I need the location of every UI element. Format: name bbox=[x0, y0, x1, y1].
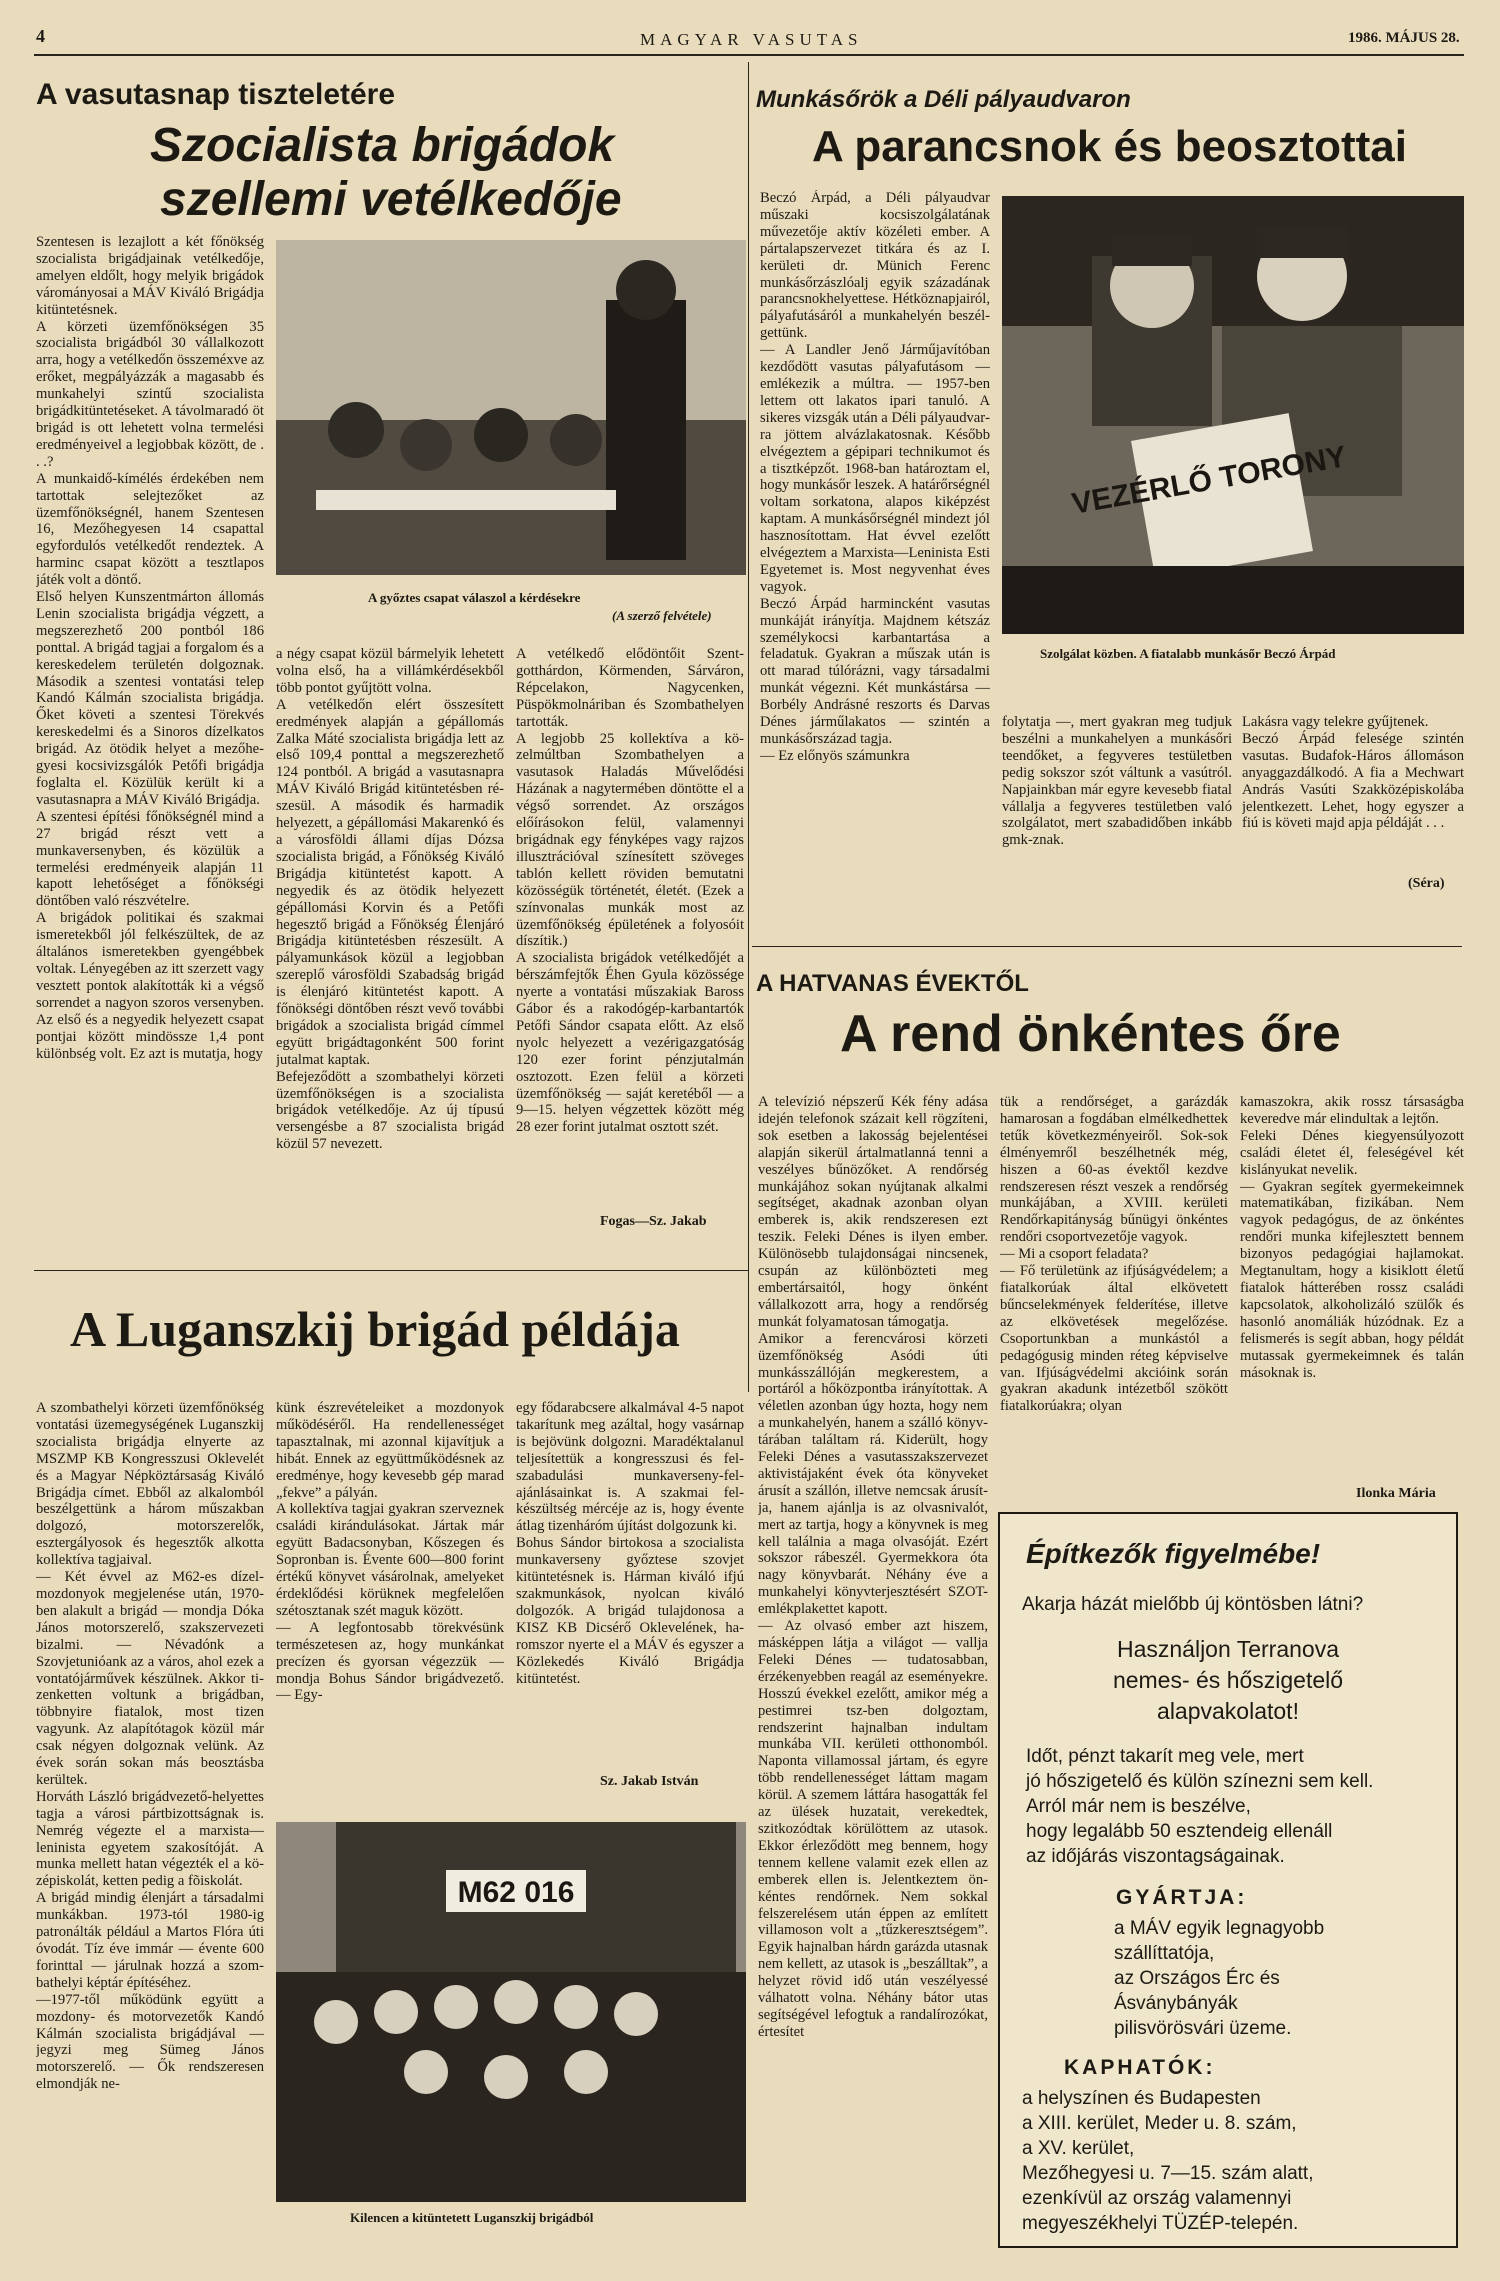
page-number: 4 bbox=[36, 26, 45, 46]
article4-signature: Sz. Jakab István bbox=[600, 1774, 699, 1789]
article2-title: A parancsnok és beosztottai bbox=[812, 122, 1407, 171]
ad-sales bbox=[1022, 2086, 1313, 2236]
ad-pitch bbox=[1026, 1744, 1373, 1869]
ad-sales-line1: a helyszínen és Budapesten bbox=[1022, 2088, 1261, 2109]
article1-photo-credit: (A szerző felvétele) bbox=[612, 608, 712, 623]
ad-pitch-line2: jó hőszigetelő és külön színezni sem kell. bbox=[1026, 1771, 1374, 1792]
section-divider-left bbox=[34, 1270, 748, 1271]
article1-kicker: A vasutasnap tiszteletére bbox=[36, 78, 396, 111]
ad-maker-line4: Ásványbányák bbox=[1114, 1993, 1238, 2014]
guards-control-tower-illustration bbox=[1002, 196, 1464, 634]
ad-headline: Építkezők figyelmébe! bbox=[1026, 1538, 1321, 1569]
ad-sales-line5: ezenkívül az ország valamennyi bbox=[1022, 2188, 1292, 2209]
article2-photo bbox=[1002, 196, 1464, 634]
issue-date: 1986. MÁJUS 28. bbox=[1348, 30, 1460, 46]
quiz-team-illustration bbox=[276, 240, 746, 575]
column-divider bbox=[748, 62, 749, 1392]
article4-title: A Luganszkij brigád példája bbox=[70, 1301, 680, 1357]
article4-photo-caption: Kilencen a kitüntetett Luganszkij brigádból bbox=[350, 2210, 594, 2225]
section-divider-right bbox=[752, 946, 1462, 947]
article4-col3: egy fődarabcsere alkalmával 4-5 napot takarítunk meg azáltal, hogy vasárnap is bejövünk dolgozni. Maradéktalanul teljesítettük a kongresszusi és felszabadulási munkaverseny-felajánlásainkat is. A szakmai felkészültség mércéje az is, hogy évente átlag tizenháróm újítást dolgozunk ki. Bohus Sándor birtokosa a szocialista munkaverseny győztese szovjet kitüntetésnek is. Hárman kiváló ifjú szakmunkások, nyolcan kiváló dolgozók. A brigád tulajdonosa a KISZ KB Dicsérő Oklevelének, haromszor nyerte el a MÁV és egyszer a Közlekedés Kiváló Brigádja kitüntetést. bbox=[516, 1400, 744, 1687]
ad-sales-line4: Mezőhegyesi u. 7—15. szám alatt, bbox=[1022, 2163, 1314, 2184]
article2-col-right: Lakásra vagy telekre gyűjtenek. Beczó Árpád felesége szintén vasutas. Budafok-Háros állomáson anyaggazdálkodó. A fia a Mechwart András Vasúti Szakközépiskolába jelentkezett. Lehet, hogy egyszer a fiú is követi majd apja példáját . . . bbox=[1242, 714, 1464, 832]
ad-maker-line3: az Országos Érc és bbox=[1114, 1968, 1280, 1989]
article3-kicker: A HATVANAS ÉVEKTŐL bbox=[756, 970, 1029, 997]
article1-signature: Fogas—Sz. Jakab bbox=[600, 1214, 707, 1229]
article2-signature: (Séra) bbox=[1408, 876, 1445, 891]
article1-photo bbox=[276, 240, 746, 575]
ad-sales-line3: a XV. kerület, bbox=[1022, 2138, 1135, 2159]
ad-offer-line3: alapvakolatot! bbox=[1157, 1698, 1299, 1724]
ad-maker-line2: szállíttatója, bbox=[1114, 1943, 1215, 1964]
ad-pitch-line5: az időjárás viszontagságainak. bbox=[1026, 1846, 1285, 1867]
ad-pitch-line3: Arról már nem is beszélve, bbox=[1026, 1796, 1251, 1817]
newspaper-name: MAGYAR VASUTAS bbox=[640, 30, 863, 49]
article3-signature: Ilonka Mária bbox=[1356, 1486, 1436, 1501]
article1-col2: a négy csapat közül bármelyik lehetett volna első, ha a villámkérdésekből több pontot gyűjtött volna. A vetélkedőn elért összesített eredmények alapján a gépállomás Zalka Máté szocialista brigádja lett az első 109,4 ponttal a megszerezhető 124 pontból. A brigád a vasutasnapra MÁV Kiváló Brigád kitüntetésben részesül. A második és harmadik helyezett, a gépállomási Makarenkó és a városföldi állami díjas Dózsa szocialista brigád, a Főnökség Kiváló Brigádja kitüntetést kapott. A negyedik és az ötödik helyezett gépállomási Korvin és a Petőfi hegesztő brigád a Főnökség Élenjáró Brigádja kitüntetésben részesült. A pályamunkások közül a legjobban szereplő városföldi Szabadság brigád is élenjáró kitüntetést kapott. A főnökségi döntőben részt vevő további brigádok a szocialista brigád címmel együtt brigádtagonként 500 forint jutalmat kaptak. Befejeződött a szombathelyi körzeti üzemfőnökségen is a szocialista brigádok vetélkedője. Az új típusú versengésbe a 87 szocialista brigád közül 57 nevezett. bbox=[276, 646, 504, 1153]
article1-col1: Szentesen is lezajlott a két főnökség szocialista brigádjainak vetélkedője, amelyen eldőlt, hogy melyik brigádok várományosai a MÁV Kiváló Brigádja kitüntetésnek. A körzeti üzemfőnökségen 35 szocialista brigádból 30 vállalkozott arra, hogy a vetélkedőn összeméxve az erőket, megpályázzák a magasabb és munkahelyi szintű szocialista brigádkitüntetéseket. A távolmaradó öt brigád is ott lehetett volna termelési eredményeivel a legjobbak között, de . . .? A munkaidő-kímélés érdekében nem tartottak selejtezőket az üzemfőnökségnél, hanem Szentesen 16, Mezőhegyesen 14 csapattal egyfordulós vetélkedőt rendeztek. A harminc csapat között a tesztlapos játék volt a döntő. Első helyen Kunszentmárton állomás Lenin szocialista brigádja végzett, a megszerezhető 200 pontból 186 ponttal. A brigád tagjai a forgalom és a kereskedelem területén dolgoznak. Második a szentesi vontatási telep Kandó Kálmán szocialista brigádja. Őket követi a szentesi Törekvés kereskedelmi és a Sinoros dízelkatos brigád. Az ötödik helyet a mezőhegyesi kocsivizsgálók Petőfi brigádja foglalta el. Közülük került ki a vasutasnapra a MÁV Kiváló Brigádja. A szentesi építési főnökségnél mind a 27 brigád részt vett a munkaversenyben, és közülük a termelési eredményeik alapján 11 kapott lehetőséget a főnökségi döntőben való részvételre. A brigádok politikai és szakmai ismeretekből jól felkészültek, de az általános ismeretekben gyengébbek voltak. Lényegében az itt szerzett vagy vesztett pontok alakították ki a végső sorrendet a nagyon szoros versenyben. Az első és a negyedik helyezett csapat pontjai között mindössze 1,4 pont különbség volt. Ez azt is mutatja, hogy bbox=[36, 234, 264, 1062]
ad-maker bbox=[1114, 1916, 1324, 2041]
brigade-locomotive-illustration bbox=[276, 1822, 746, 2202]
article2-photo-caption: Szolgálat közben. A fiatalabb munkásőr Beczó Árpád bbox=[1040, 646, 1336, 661]
terranova-ad bbox=[998, 1512, 1458, 2248]
article2-col-mid: folytatja —, mert gyakran meg tudjuk beszélni a munkahelyen a munkásőri teendőket, a fegyveres testületben pedig sokszor szót váltunk a vasútról. Napjainkban már egyre kevesebb fiatal vállalja a fegyveres testületben való szolgálatot, mert szabadidőben inkább gmk-znak. bbox=[1002, 714, 1232, 849]
ad-sales-heading: KAPHATÓK: bbox=[1064, 2056, 1216, 2079]
ad-maker-line5: pilisvörösvári üzeme. bbox=[1114, 2018, 1292, 2039]
control-tower-sign: VEZÉRLŐ TORONY bbox=[1069, 440, 1349, 521]
article3-col2: tük a rendőrséget, a garázdák hamarosan a fogdában elmélkedhettek tetűk következményeiről. Sok-sok élményemről beszélhetnék még, hiszen a 60-as évektől kezdve rendszeresen részt veszek a rendőrség munkájában, a XVIII. kerületi Rendőrkapitányság bűnügyi önkéntes rendőri csoportvezetője vagyok. — Mi a csoport feladata? — Fő területünk az ifjúságvédelem; a fiatalkorúak által elkövetett bűncselekmények felderítése, illetve az elkövetések megelőzése. Csoportunkban a munkástól a pedagógusig minden réteg képviselve van. Ifjúságvédelmi akcióink során gyakran akadunk intézetből szökött fiatalkorúakra; olyan bbox=[1000, 1094, 1228, 1415]
ad-pitch-line1: Időt, pénzt takarít meg vele, mert bbox=[1026, 1746, 1304, 1767]
article2-col-left: Beczó Árpád, a Déli pályaudvar műszaki kocsiszolgálatának művezetője aktív közéleti ember. A pártalapszervezet titkára és az I. kerületi dr. Münich Ferenc munkásőrzászlóalj egyik századának parancsnokhelyettese. Hétköznapjairól, pályafutásáról a munkahelyén beszélgettünk. — A Landler Jenő Járműjavítóban kezdődött vasutas pályafutásom — emlékezik a múltra. — 1957-ben lettem ott lakatos ipari tanuló. A sikeres vizsgák után a Déli pályaudvarra jöttem alvázlakatosnak. Később elvégeztem a gépipari technikumot és a tisztképzőt. 1968-ban határoztam el, hogy munkásőr leszek. A határőrségnél voltam sorkatona, alapos kiképzést kaptam. A munkásőrségnél mindezt jól hasznosítottam. Hat évvel ezelőtt elvégeztem a Marxista—Leninista Esti Egyetemet is. Most negyvenhat éves vagyok. Beczó Árpád harmincként vasutas munkáját irányítja. Majdnem kétszáz személykocsi karbantartása a feladatuk. Gyakran a műszak után is ott marad túlórázni, vagy társadalmi munkát végezni. Két munkástársa — Borbély Andrásné reszorts és Darvas Dénes járműlakatos — szintén a munkásőrszázad tagja. — Ez előnyös számunkra bbox=[760, 190, 990, 764]
article4-col2: künk észrevételeiket a mozdonyok működéséről. Ha rendellenességet tapasztalnak, mi azonnal kijavítjuk a hibát. Ennek az együttműködésnek az eredménye, hogy kevesebb gép marad „fekve” a pályán. A kollektíva tagjai gyakran szerveznek családi kirándulásokat. Jártak már együtt Badacsonyban, Kőszegen és Sopronban is. Évente 600—800 forint értékű könyvet vásárolnak, amelyeket érdeklődési körüknek megfelelően szétosztanak szét maguk között. — A legfontosabb törekvésünk természetesen az, hogy munkánkat precízen és gyorsan végezzük — mondja Bohus Sándor brigádvezető. — Egy- bbox=[276, 1400, 504, 1704]
article1-photo-caption: A győztes csapat válaszol a kérdésekre bbox=[368, 590, 581, 605]
locomotive-number: M62 016 bbox=[457, 1876, 575, 1909]
article3-title: A rend önkéntes őre bbox=[840, 1005, 1341, 1063]
ad-maker-line1: a MÁV egyik legnagyobb bbox=[1114, 1918, 1325, 1939]
article3-col3: kamaszokra, akik rossz társaságba keveredve már elindultak a lejtőn. Feleki Dénes kiegyensúlyozott családi életet él, feleségével két kislányukat nevelik. — Gyakran segítek gyermekeimnek matematikában, fizikában. Nem vagyok pedagógus, de az önkéntes rendőri munka kifejlesztett bennem bizonyos pedagógiai hajlamokat. Megtanultam, hogy a kisiklott életű fiatalok hátterében rossz családi kapcsolatok, alkoholizáló szülők és hasonló anomáliák húzódnak. Ez a felismerés is segít abban, hogy példát mutassak gyermekeimnek és talán másoknak is. bbox=[1240, 1094, 1464, 1381]
article4-col1: A szombathelyi körzeti üzemfőnökség vontatási üzemegységének Luganszkij szocialista brigádja elnyerte az MSZMP KB Kongresszusi Oklevelét és a Magyar Népköztársaság Kiváló Brigádja címet. Ebből az alkalomból beszélgettünk a három műszakban dolgozó, motorszerelők, esztergályosok és hegesztők alkotta kollektíva tagjaival. — Két évvel az M62-es dízelmozdonyok megjelenése után, 1970-ben alakult a brigád — mondja Dóka János motorszerelő, szakszervezeti bizalmi. — Névadónk a Szovjetunióank az a város, ahol ezek a vontatójárművek készülnek. Akkor tizenketten voltunk a brigádban, többnyire fiatalok, most tizen vagyunk. Az alapítótagok közül már csak négyen dolgoznak velünk. Az évek során sokan más beosztásba kerültek. Horváth László brigádvezető-helyettes tagja a városi pártbizottságnak is. Nemrég végezte el a marxista—leninista egyetem szakosítóját. A munka mellett hatan végezték el a középiskolát, ketten pedig a fõiskolát. A brigád mindig élenjárt a társadalmi munkákban. 1973-tól 1980-ig patronálták például a Martos Flóra úti óvodát. Tíz éve immár — évente 600 forinttal — járulnak hozzá a szombathelyi képtár építéséhez. —1977-től működünk együtt a mozdony- és motorvezetők Kandó Kálmán szocialista brigádjával — jegyzi meg Sümeg János motorszerelő. — Ők rendszeresen elmondják ne- bbox=[36, 1400, 264, 2093]
ad-sales-line2: a XIII. kerület, Meder u. 8. szám, bbox=[1022, 2113, 1297, 2134]
article1-title-line1: Szocialista brigádok bbox=[150, 119, 615, 172]
ad-offer-line1: Használjon Terranova bbox=[1116, 1636, 1340, 1662]
ad-offer bbox=[1000, 1634, 1456, 1727]
ad-maker-heading: GYÁRTJA: bbox=[1116, 1886, 1248, 1909]
article1-col3: A vetélkedő elődöntőit Szentgotthárdon, Körmenden, Sárváron, Répcelakon, Nagycenken, Püspökmolnáriban és Szombathelyen tartották. A legjobb 25 kollektíva a közelmúltban Szombathelyen a vasutasok Haladás Művelődési Házának a nagytermében döntötte el a végső sorrendet. Az országos előírásokon felül, valamennyi brigádnak egy fényképes vagy rajzos illusztrációval színesített szöveges tablón kellett röviden bemutatni közösségük történetét, életét. (Ezek a színvonalas munkák most az üzemfőnökség épületének a folyosóit díszítik.) A szocialista brigádok vetélkedőjét a bérszámfejtők Éhen Gyula közössége nyerte a vontatási műszakiak Baross Gábor és a rakodógép-karbantartók Petőfi Sándor csapata előtt. Az első nyolc helyezett a vezérigazgatóság 120 ezer forint pénzjutalmán osztozott. Ezen felül a körzeti üzemfőnökség — saját keretéből — a 9—15. helyen végzettek között még 28 ezer forint jutalmat osztott szét. bbox=[516, 646, 744, 1136]
article1-title-line2: szellemi vetélkedője bbox=[160, 173, 622, 226]
header-rule bbox=[34, 54, 1464, 56]
article2-kicker: Munkásőrök a Déli pályaudvaron bbox=[756, 86, 1131, 113]
article3-col1: A televízió népszerű Kék fény adása idején telefonok százait kell rögzíteni, sok esetben a lakosság bejelentései alapján sikerül ártalmatlanná tenni a veszélyes bűnözőket. A rendőrség munkájához sokan nyújtanak alkalmi segítséget, akadnak azonban olyan emberek is, akik rendszeresen ezt teszik. Feleki Dénes is ilyen ember. Különösebb tulajdonságai nincsenek, csupán az különbözteti meg embertársaitól, hogy önként vállalkozott arra, hogy a rendőrség munkát folyamatosan támogatja. Amikor a ferencvárosi körzeti üzemfőnökség Asódi úti munkásszállóján megkerestem, a portáról a hőközpontba irányítottak. A véletlen azonban úgy hozta, hogy nem a munkahelyén, hanem a szálló könyvtárában találtam rá. Kiderült, hogy Feleki Dénes a vasutasszakszervezet aktivistájaként évek óta könyveket árusít a szállón, illetve nemcsak árusítja, hanem ajánlja is az olvasnivalót, mert az tartja, hogy a könyvnek is meg kell találnia a maga olvasóját. Ezért sokszor rábeszél. Gyermekkora óta nagy könyvbarát. Néhány éve a munkahelyi könyvterjesztésért SZOT-emlékplakettet kapott. — Az olvasó ember azt hiszem, másképpen látja a világot — vallja Feleki Dénes — tudatosabban, érzékenyebben reagál az eseményekre. Hosszú évekkel ezelőtt, amikor még a pestimrei tsz-ben dolgoztam, rendszerint hajnalban indultam munkába VII. kerületi otthonomból. Naponta villamossal jártam, és egyre több rendellenességet láttam magam körül. A szemem láttára hasogatták fel az ülések huzatait, verekedtek, szitkozódtak körülöttem az utasok. Ekkor érleződött meg bennem, hogy tennem kellene valamit ezek ellen az emberek ellen is. Jelentkeztem önkéntes rendőrnek. Nem sokkal felszerelésem után éppen az említett villamoson volt a „tűzkeresztségem”. Egyik hajnalban hárdn garázda utasnak nem kellett, az utasok is „beszálltak”, a helyzet rövid idő után veszélyessé válhatott volna. Néhány bátor utas segítségével lefogtuk a randalírozókat, értesítet bbox=[758, 1094, 988, 2040]
ad-offer-line2: nemes- és hőszigetelő bbox=[1112, 1667, 1344, 1693]
article4-photo bbox=[276, 1822, 746, 2202]
ad-sales-line6: megyeszékhelyi TÜZÉP-telepén. bbox=[1022, 2213, 1299, 2234]
ad-pitch-line4: hogy legalább 50 esztendeig ellenáll bbox=[1026, 1821, 1333, 1842]
ad-question: Akarja házát mielőbb új köntösben látni? bbox=[1022, 1594, 1364, 1615]
